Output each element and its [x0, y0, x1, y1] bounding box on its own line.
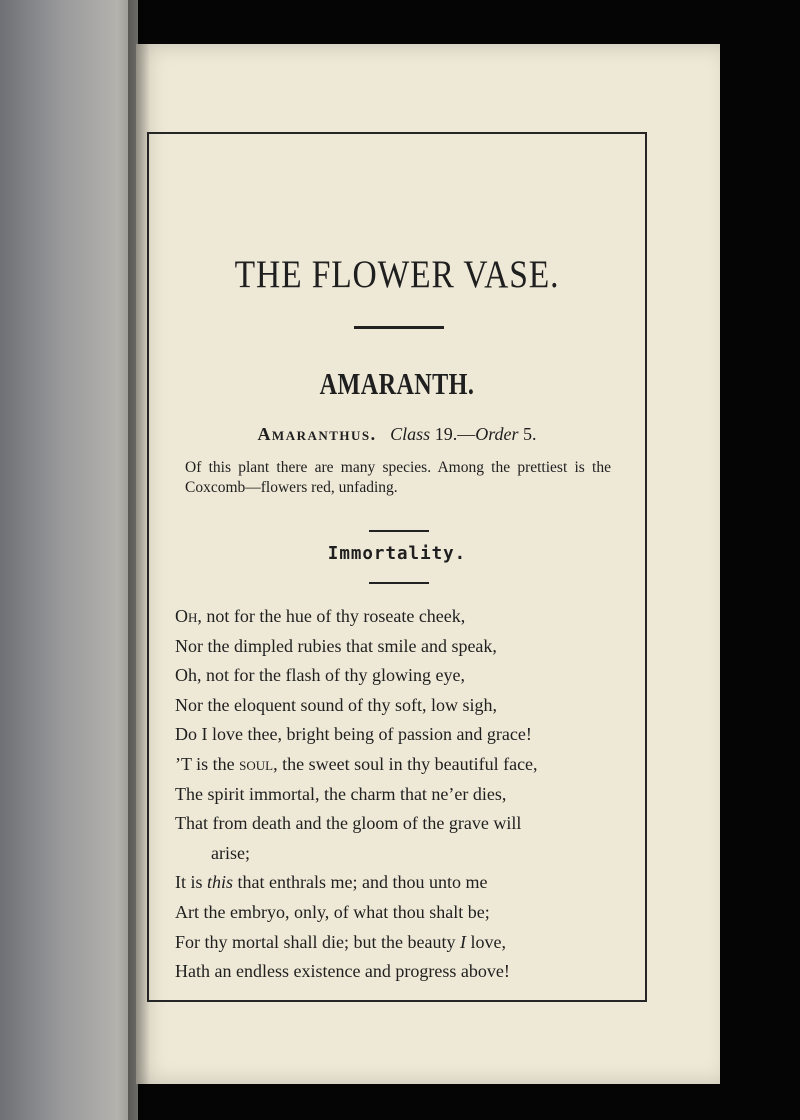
section-heading: AMARANTH.	[319, 366, 475, 401]
facing-page	[0, 0, 138, 1120]
poem-line	[175, 928, 635, 958]
poem-line: Nor the eloquent sound of thy soft, low sigh,	[175, 694, 497, 715]
classification-separator: —	[457, 424, 476, 444]
order-label: Order	[475, 424, 519, 444]
poem-line: arise;	[211, 842, 250, 863]
poem-line: The spirit immortal, the charm that ne’er dies,	[175, 783, 507, 804]
page-border-frame	[147, 132, 647, 1002]
latin-classification	[149, 424, 645, 445]
poem-line: Art the embryo, only, of what thou shalt be;	[175, 901, 490, 922]
poem-line: Hath an endless existence and progress above!	[175, 961, 510, 982]
plant-description: Of this plant there are many species. Among the prettiest is the Coxcomb—flowers red, unfading.	[185, 459, 611, 496]
poem-text: that enthrals me; and thou unto me	[233, 872, 488, 893]
poem-smallcaps-word: soul	[239, 753, 274, 774]
poem-first-word: Oh	[175, 606, 198, 626]
order-number: 5.	[523, 424, 537, 444]
poem-line: That from death and the gloom of the grave will	[175, 813, 522, 834]
page-title: THE FLOWER VASE.	[234, 253, 560, 296]
poem-line: Nor the dimpled rubies that smile and speak,	[175, 635, 497, 656]
poem-text: , the sweet soul in thy beautiful face,	[273, 753, 538, 774]
poem-line: Oh, not for the flash of thy glowing eye,	[175, 665, 465, 686]
poem-line	[175, 602, 635, 632]
poem	[175, 602, 635, 987]
poem-text: love,	[465, 931, 506, 952]
poem-text: ’T is the	[175, 753, 240, 774]
poem-text: It is	[175, 872, 208, 893]
title-rule	[354, 326, 444, 329]
poem-line	[175, 868, 635, 898]
poem-title: Immortality.	[327, 544, 467, 564]
poem-text: For thy mortal shall die; but the beauty	[175, 931, 460, 952]
poem-italic-word: I	[459, 931, 466, 952]
gutter-shadow	[128, 0, 150, 1120]
poem-italic-word: this	[207, 872, 234, 893]
subheading-rule-top	[369, 530, 429, 532]
poem-line: Do I love thee, bright being of passion and grace!	[175, 724, 532, 745]
subheading-rule-bottom	[369, 582, 429, 584]
genus-name: Amaranthus.	[257, 424, 377, 444]
class-number: 19.	[434, 424, 458, 444]
poem-line	[175, 750, 635, 780]
class-label: Class	[390, 424, 431, 444]
poem-text: , not for the hue of thy roseate cheek,	[197, 606, 466, 626]
